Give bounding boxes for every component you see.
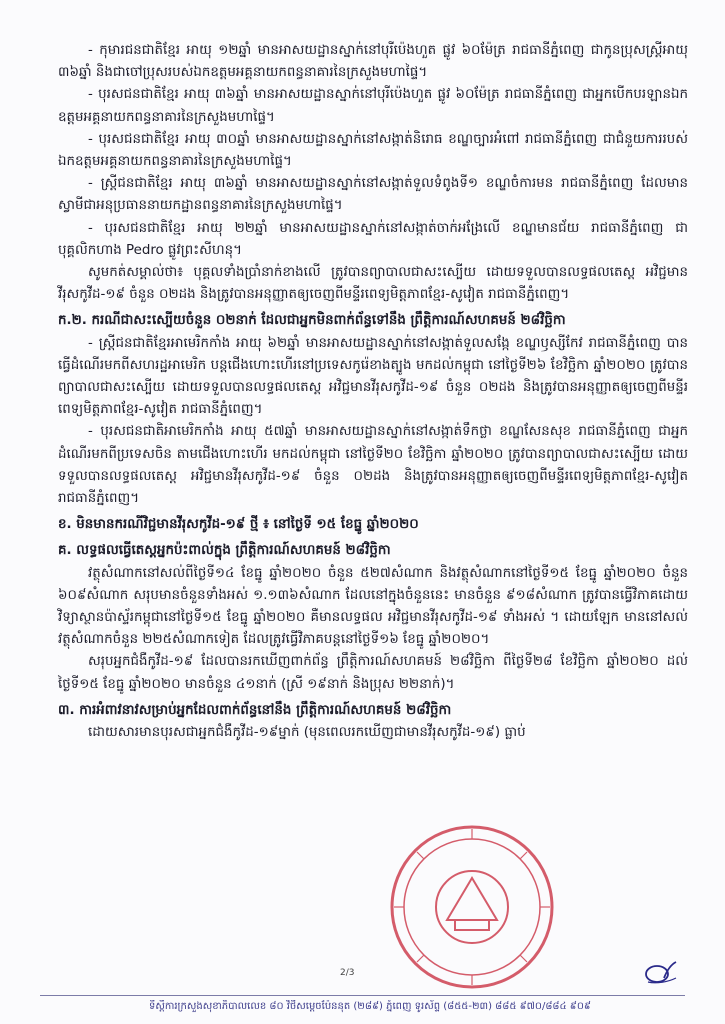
heading-test-results: គ. លទ្ធផលធ្វើតេស្តអ្នកប៉ះពាល់ក្នុង ព្រឹត្តិការណ៍សហគមន៍ ២៨វិច្ឆិកា <box>58 543 391 559</box>
paragraph-assistant-case: - បុរសជនជាតិខ្មែរ អាយុ ៣០ឆ្នាំ មានអាសយដ្ឋានស្នាក់នៅសង្កាត់និរោធ ខណ្ឌច្បារអំពៅ រាជធានីភ្នំពេញ ជាជំនួយការរបស់ឯកឧត្តមអគ្គនាយកពន្ធនាគារនៃក្រសួងមហាផ្ទៃ។ <box>58 131 688 170</box>
heading-k2: ក.២. ករណីជាសះស្បើយចំនួន ០២នាក់ ដែលជាអ្នកមិនពាក់ព័ន្ធទៅនឹង ព្រឹត្តិការណ៍សហគមន៍ ២៨វិច្ឆិកា <box>58 313 566 329</box>
paragraph-note: សូមកត់សម្គាល់ថា៖ បុគ្គលទាំងប្រាំនាក់ខាងលើ ត្រូវបានព្យាបាលជាសះស្បើយ ដោយទទួលបានលទ្ធផលតេស្ត អវិជ្ជមានវីរុសកូវីដ-១៩ ចំនួន ០២ដង និងត្រូវបានអនុញ្ញាតឲ្យចេញពីមន្ទីរពេទ្យមិត្តភាពខ្មែរ-សូវៀត រាជធានីភ្នំពេញ។ <box>58 265 688 303</box>
paragraph-child-case: - កុមារជនជាតិខ្មែរ អាយុ ១២ឆ្នាំ មានអាសយដ្ឋានស្នាក់នៅបុរីប៉េងហួត ផ្លូវ ៦០ម៉ែត្រ រាជធានីភ្នំពេញ ជាកូនប្រុសស្ត្រីអាយុ ៣៦ឆ្នាំ និងជាចៅប្រុសរបស់ឯកឧត្តមអគ្គនាយកពន្ធនាគារនៃក្រសួងមហាផ្ទៃ។ <box>58 43 688 81</box>
paragraph-woman-case: - ស្ត្រីជនជាតិខ្មែរ អាយុ ៣៦ឆ្នាំ មានអាសយដ្ឋានស្នាក់នៅសង្កាត់ទួលទំពូងទី១ ខណ្ឌចំការមន រាជធានីភ្នំពេញ ដែលមានស្វាមីជាអនុប្រធាននាយកដ្ឋានពន្ធនាគារនៃក្រសួងមហាផ្ទៃ។ <box>58 176 688 214</box>
paragraph-driver-case: - បុរសជនជាតិខ្មែរ អាយុ ៣៦ឆ្នាំ មានអាសយដ្ឋានស្នាក់នៅបុរីប៉េងហួត ផ្លូវ ៦០ម៉ែត្រ រាជធានីភ្នំពេញ ជាអ្នកបើកបរឡានឯកឧត្តមអគ្គនាយកពន្ធនាគារនៃក្រសួងមហាផ្ទៃ។ <box>58 87 688 125</box>
paragraph-american-woman: - ស្ត្រីជនជាតិខ្មែរអាមេរិកកាំង អាយុ ៦២ឆ្នាំ មានអាសយដ្ឋានស្នាក់នៅសង្កាត់ទួលសង្កែ ខណ្ឌឫស្សីកែវ រាជធានីភ្នំពេញ បានធ្វើដំណើរមកពីសហរដ្ឋអាមេរិក បន្តជើងហោះហើរនៅប្រទេសកូរ៉េខាងត្បូង មកដល់កម្ពុជា នៅថ្ងៃទី២៦ ខែវិច្ឆិកា ឆ្នាំ២០២០ ត្រូវបានព្យាបាលជាសះស្បើយ ដោយទទួលបានលទ្ធផលតេស្ត អវិជ្ជមានវីរុសកូវីដ-១៩ ចំនួន ០២ដង និងត្រូវបានអនុញ្ញាតឲ្យចេញពីមន្ទីរពេទ្យមិត្តភាពខ្មែរ-សូវៀត រាជធានីភ្នំពេញ។ <box>58 335 688 418</box>
paragraph-appeal-start: ដោយសារមានបុរសជាអ្នកជំងឺកូវីដ-១៩ម្នាក់ (មុនពេលរកឃើញជាមានវីរុសកូវីដ-១៩) ធ្លាប់ <box>88 725 526 741</box>
heading-no-new-cases: ខ. មិនមានករណីវិជ្ជមានវីរុសកូវីដ-១៩ ថ្មី ៖ នៅថ្ងៃទី ១៥ ខែធ្នូ ឆ្នាំ២០២០ <box>58 517 419 533</box>
official-seal-icon <box>385 820 560 995</box>
paragraph-samples: វត្ថុសំណាកនៅសល់ពីថ្ងៃទី១៤ ខែធ្នូ ឆ្នាំ២០២០ ចំនួន ៥២៧សំណាក និងវត្ថុសំណាកនៅថ្ងៃទី១៥ ខែធ្នូ ឆ្នាំ២០២០ ចំនួន ៦០៩សំណាក សរុបមានចំនួនទាំងអស់ ១.១៣៦សំណាក ដែលនៅក្នុងចំនួននេះ មានចំនួន ៩១៨សំណាក ត្រូវបានធ្វើវិភាគដោយវិទ្យាស្ថានប៉ាស្ទ័រកម្ពុជានៅថ្ងៃទី១៥ ខែធ្នូ ឆ្នាំ២០២០ គឺមានលទ្ធផល អវិជ្ជមានវីរុសកូវីដ-១៩ ទាំងអស់ ។ ដោយឡែក មាននៅសល់វត្ថុសំណាកចំនួន ២២៥សំណាកទៀត ដែលត្រូវធ្វើវិភាគបន្តនៅថ្ងៃទី១៦ ខែធ្នូ ឆ្នាំ២០២០។ <box>58 565 688 648</box>
signature-icon <box>640 958 680 986</box>
paragraph-american-man: - បុរសជនជាតិអាមេរិកកាំង អាយុ ៥៧ឆ្នាំ មានអាសយដ្ឋានស្នាក់នៅសង្កាត់ទឹកថ្លា ខណ្ឌសែនសុខ រាជធានីភ្នំពេញ ជាអ្នកដំណើរមកពីប្រទេសចិន តាមជើងហោះហើរ មកដល់កម្ពុជា នៅថ្ងៃទី២០ ខែវិច្ឆិកា ឆ្នាំ២០២០ ត្រូវបានព្យាបាលជាសះស្បើយ ដោយទទួលបានលទ្ធផលតេស្ត អវិជ្ជមានវីរុសកូវីដ-១៩ ចំនួន ០២ដង និងត្រូវបានអនុញ្ញាតឲ្យចេញពីមន្ទីរពេទ្យមិត្តភាពខ្មែរ-សូវៀត រាជធានីភ្នំពេញ។ <box>58 424 688 507</box>
page-number: 2/3 <box>340 968 355 978</box>
footer-divider <box>40 995 685 996</box>
footer-address: ទីស្តីការក្រសួងសុខាភិបាលលេខ ៨០ វិថីសម្តេចប៉ែននុត (២៨៩) ភ្នំពេញ ទូរស័ព្ទ (៨៥៥-២៣) ៨៨៥ ៩៧០/៨៨៤ ៩០៩ <box>148 1001 591 1012</box>
heading-appeal: ៣. ការអំពាវនាវសម្រាប់អ្នកដែលពាក់ព័ន្ធនៅនឹង ព្រឹត្តិការណ៍សហគមន៍ ២៨វិច្ឆិកា <box>58 702 452 718</box>
document-body <box>58 40 688 744</box>
paragraph-pedro-case: - បុរសជនជាតិខ្មែរ អាយុ ២២ឆ្នាំ មានអាសយដ្ឋានស្នាក់នៅសង្កាត់ចាក់អង្រែលើ ខណ្ឌមានជ័យ រាជធានីភ្នំពេញ ជាបុគ្គលិកហាង Pedro ផ្លូវព្រះសីហនុ។ <box>58 220 688 258</box>
paragraph-total-cases: សរុបអ្នកជំងឺកូវីដ-១៩ ដែលបានរកឃើញពាក់ព័ន្ធ ព្រឹត្តិការណ៍សហគមន៍ ២៨វិច្ឆិកា ពីថ្ងៃទី២៨ ខែវិច្ឆិកា ឆ្នាំ២០២០ ដល់ថ្ងៃទី១៥ ខែធ្នូ ឆ្នាំ២០២០ មានចំនួន ៤១នាក់ (ស្រី ១៩នាក់ និងប្រុស ២២នាក់)។ <box>58 654 688 692</box>
